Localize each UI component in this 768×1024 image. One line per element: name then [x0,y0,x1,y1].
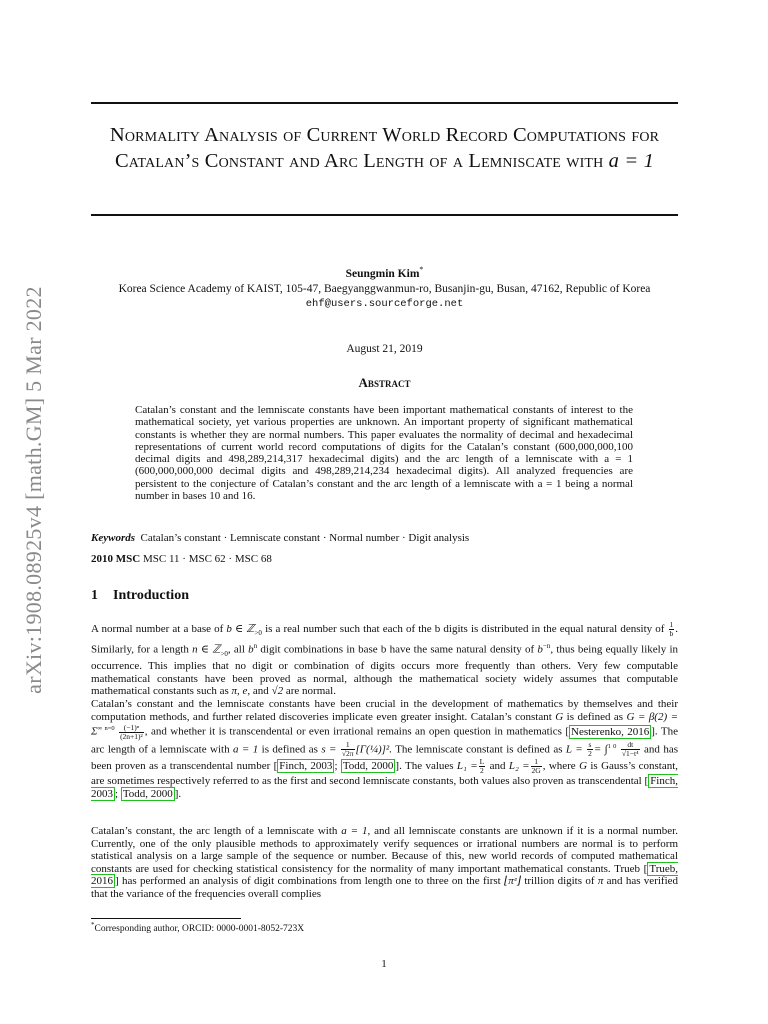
citation-link[interactable]: Trueb, 2016 [91,862,678,888]
citation-link[interactable]: Finch, 2003 [91,775,678,801]
paper-date: August 21, 2019 [346,343,423,355]
section-number: 1 [91,588,98,603]
author-affiliation: Korea Science Academy of KAIST, 105-47, Baegyanggwanmun-ro, Busanjin-gu, Busan, 47162, Republic of Korea [118,282,651,295]
msc-list: MSC 11 · MSC 62 · MSC 68 [142,553,272,565]
keywords-list: Catalan’s constant · Lemniscate constant · Normal number · Digit analysis [140,532,470,544]
arxiv-sidebar-stamp: arXiv:1908.08925v4 [math.GM] 5 Mar 2022 [21,286,46,694]
section-heading-introduction [91,588,189,604]
citation-link[interactable]: Finch, 2003 [279,760,333,773]
author-name: Seungmin Kim [345,267,420,280]
intro-paragraph-3: Catalan’s constant, the arc length of a lemniscate with a = 1, and all lemniscate constants are unknown if it is a normal number. Currently, one of the only plausible methods to approximately verify sequences or irrational numbers are normal is to perform statistical analysis on a large sample of the sequence or number. Because of this, new world records of computed mathematical constants are used for checking statistical consistency for the normality of many important mathematical constants. Trueb [ Trueb, 2016 ] has performed an analysis of digit combinations from length one to three on the first ⌊πᵉ⌋ trillion digits of π and has verified that the variance of the frequencies overall complies [91,825,679,900]
page-number: 1 [381,958,387,970]
paper-title: Normality Analysis of Current World Record Computations for Catalan’s Constant and Arc Length of a Lemniscate with a = 1 [109,124,660,172]
abstract-text: Catalan’s constant and the lemniscate constants have been important mathematical constants of interest to the mathematical society, yet various properties are unknown. An important property of significant mathematical constants is whether they are normal numbers. This paper evaluates the normality of decimal and hexadecimal representations of current world record computations of digits for the Catalan’s constant (600,000,000,100 decimal digits and 498,289,214,317 hexadecimal digits) and the arc length of a lemniscate with a = 1 (600,000,000,000 decimal digits and 498,289,214,234 hexadecimal digits). All analyzed frequencies are persistent to the conjecture of Catalan’s constant and the arc length of a lemniscate with a = 1 being a normal number in bases 10 and 16. [135,404,633,503]
author-block [91,262,678,312]
citation-link[interactable]: Todd, 2000 [342,760,394,773]
citation-link[interactable]: Todd, 2000 [122,788,173,801]
author-footnote-mark: * [419,265,424,274]
intro-paragraph-2: Catalan’s constant and the lemniscate constants have been crucial in the development of mathematics by themselves and their computation methods, and further related discoveries implicate even greater insight. Catalan’s constant G is defined as $G = \beta(2) = \Sigma^{\infty n=0}$ $\frac{\text{(−1)ⁿ}}{\text{(2n+1)²}}$ , and whether it is transcendental or even irrational remains an open question in mathematics [ Nesterenko, 2016 ]. The arc length of a lemniscate with a = 1 is defined as s = $\frac{1}{√2\pi}$ [Γ(¼)]². The lemniscate constant is defined as L = $\frac{s}{2}$ = ∫$^{1 0}$ $\frac{dt}{\text{√1−t⁴}}$ and has been proven as a transcendental number [ Finch, 2003 ; Todd, 2000 ]. The values L₁ = $\frac{L}{2}$ and L₂ = $\frac{1}{2G}$ , where G is Gauss’s constant, are sometimes respectively referred to as the first and second lemniscate constants, both values also proven as transcendental [ Finch, 2003 ; Todd, 2000 ]. [91,698,679,801]
intro-paragraph-1: A normal number at a base of b ∈ ℤ$_{>0}$ is a real number such that each of the b digits is distributed in the equal natural density of $\frac{1}{b}$ . Similarly, for a length n ∈ ℤ$_{>0}$, all $b^n$ digit combinations in base b have the same natural density of $b^{-n}$, thus being equally likely in occurrence. This implies that no digit or combination of digits occurs more frequently than others. Very few computable mathematical constants have been proved as normal, although the mathematical society widely assumes that computable mathematical constants such as π, e, and √2 are normal. [91,620,679,698]
abstract-heading: Abstract [358,375,411,390]
author-email[interactable]: ehf@users.sourceforge.net [305,297,464,310]
citation-link[interactable]: Nesterenko, 2016 [571,725,650,738]
footnote-rule [91,918,241,919]
msc-line [91,553,678,565]
msc-label: 2010 MSC [91,553,141,565]
footnote: *Corresponding author, ORCID: 0000-0001-8052-723X [91,921,305,935]
section-title: Introduction [113,588,189,603]
keywords-line [91,532,678,544]
title-top-rule [91,102,678,104]
keywords-label: Keywords [91,532,135,544]
title-bottom-rule [91,214,678,216]
